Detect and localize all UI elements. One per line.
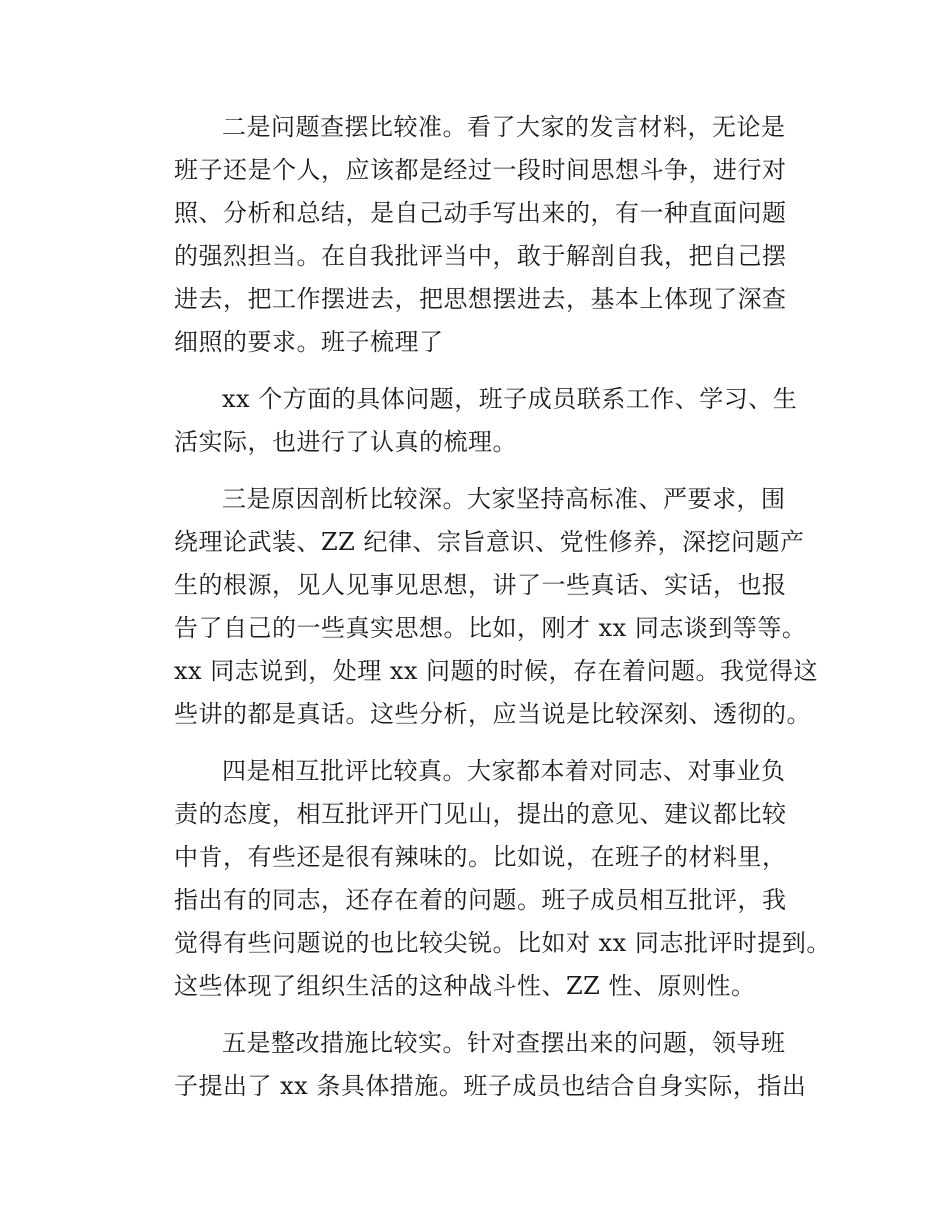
text-line: 这些体现了组织生活的这种战斗性、ZZ 性、原则性。 [174,972,756,1000]
text-line: 细照的要求。班子梳理了 [174,328,444,356]
text-line: xx 个方面的具体问题，班子成员联系工作、学习、生 [222,385,798,413]
paragraph-problem-identification [174,106,874,364]
text-line: 二是问题查摆比较准。看了大家的发言材料，无论是 [222,113,786,141]
text-line: 些讲的都是真话。这些分析，应当说是比较深刻、透彻的。 [174,700,811,728]
text-line: 子提出了 xx 条具体措施。班子成员也结合自身实际，指出 [174,1072,807,1100]
text-line: 五是整改措施比较实。针对查摆出来的问题，领导班 [222,1029,786,1057]
text-line: 生的根源，见人见事见思想，讲了一些真话、实话，也报 [174,571,787,599]
text-line: 责的态度，相互批评开门见山，提出的意见、建议都比较 [174,800,787,828]
text-line: 三是原因剖析比较深。大家坚持高标准、严要求，围 [222,485,786,513]
text-line: xx 同志说到，处理 xx 问题的时候，存在着问题。我觉得这 [174,657,819,685]
text-line: 指出有的同志，还存在着的问题。班子成员相互批评，我 [174,886,787,914]
text-line: 中肯，有些还是很有辣味的。比如说，在班子的材料里， [174,843,787,871]
text-line: 班子还是个人，应该都是经过一段时间思想斗争，进行对 [174,156,787,184]
text-line: 进去，把工作摆进去，把思想摆进去，基本上体现了深查 [174,285,787,313]
text-line: 的强烈担当。在自我批评当中，敢于解剖自我，把自己摆 [174,242,787,270]
text-line: 四是相互批评比较真。大家都本着对同志、对事业负 [222,757,786,785]
text-line: 告了自己的一些真实思想。比如，刚才 xx 同志谈到等等。 [174,614,807,642]
text-line: 绕理论武装、ZZ 纪律、宗旨意识、党性修养，深挖问题产 [174,528,805,556]
paragraph-problem-count [174,378,874,464]
text-line: 觉得有些问题说的也比较尖锐。比如对 xx 同志批评时提到。 [174,929,831,957]
paragraph-mutual-criticism [174,750,874,1008]
paragraph-rectification-measures [174,1022,874,1108]
text-line: 活实际，也进行了认真的梳理。 [174,428,517,456]
text-line: 照、分析和总结，是自己动手写出来的，有一种直面问题 [174,199,787,227]
paragraph-cause-analysis [174,478,874,736]
